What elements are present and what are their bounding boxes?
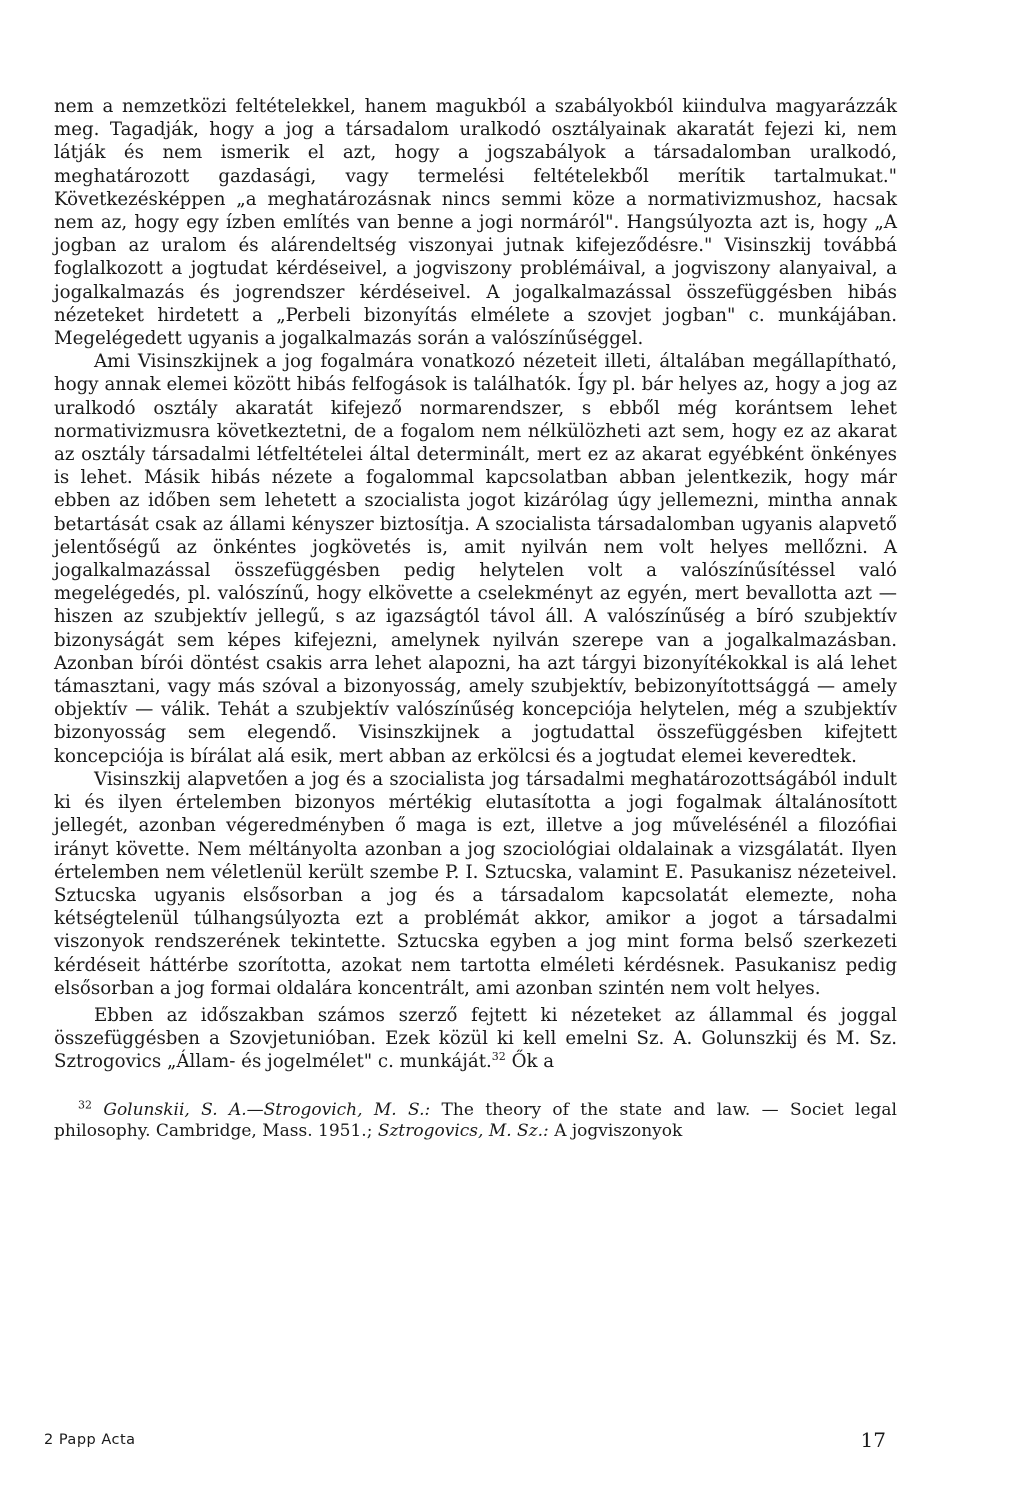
footnote	[54, 1097, 897, 1142]
paragraph-4	[54, 1004, 897, 1074]
paragraph-4-text: Ebben az időszakban számos szerző fejtett ki nézeteket az állammal és joggal összefüggésben a Szovjetunióban. Ezek közül ki kell emelni Sz. A. Golunszkij és M. Sz. Sztrogovics „Állam- és jogelmélet" c. munkáját.	[54, 1004, 897, 1073]
paragraph-4-tail: Ők a	[505, 1051, 555, 1073]
footnote-author-2: Sztrogovics, M. Sz.:	[377, 1120, 549, 1141]
printer-signature: 2 Papp Acta	[44, 1432, 136, 1448]
paragraph-2: Ami Visinszkijnek a jog fogalmára vonatkozó nézeteit illeti, általában megállapítható, hogy annak elemei között hibás felfogások is találhatók. Így pl. bár helyes az, hogy a jog az uralkodó osztály akaratát kifejező normarendszer, s ebből még korántsem lehet normativizmusra következtetni, de a fogalom nem nélkülözheti azt sem, hogy ez az akarat az osztály társadalmi létfeltételei által determinált, mert ez az akarat egyébként önkényes is lehet. Másik hibás nézete a fogalommal kapcsolatban abban jelentkezik, hogy már ebben az időben sem lehetett a szocialista jogot kizárólag úgy jellemezni, mintha annak betartását csak az állami kényszer biztosítja. A szocialista társadalomban ugyanis alapvető jelentőségű az önkéntes jogkövetés is, amit nyilván nem volt helyes mellőzni. A jogalkalmazással összefüggésben pedig helytelen volt a valószínűsítéssel való megelégedés, pl. valószínű, hogy elkövette a cselekményt az egyén, mert bevallotta azt — hiszen az szubjektív jellegű, s az igazságtól távol áll. A valószínűség a bíró szubjektív bizonyságát sem képes kifejezni, amelynek nyilván szerepe van a jogalkalmazásban. Azonban bírói döntést csakis arra lehet alapozni, ha azt tárgyi bizonyítékokkal is alá lehet támasztani, vagy más szóval a bizonyosság, amely szubjektív, bebizonyítottsággá — amely objektív — válik. Tehát a szubjektív valószínűség koncepciója helytelen, még a szubjektív bizonyosság sem elegendő. Visinszkijnek a jogtudattal összefüggésben kifejtett koncepciója is bírálat alá esik, mert abban az erkölcsi és a jogtudat elemei keveredtek.	[54, 351, 897, 767]
footnote-text-2: A jogviszonyok	[548, 1120, 683, 1141]
paragraph-3: Visinszkij alapvetően a jog és a szocialista jog társadalmi meghatározottságából indult ki és ilyen értelemben bizonyos mértékig elutasította a jogi fogalmak általánosított jellegét, azonban végeredményben ő maga is ezt, illetve a jog művelésénél a filozófiai irányt követte. Nem méltányolta azonban a jog szociológiai oldalainak a vizsgálatát. Ilyen értelemben nem véletlenül került szembe P. I. Sztucska, valamint E. Pasukanisz nézeteivel. Sztucska ugyanis elsősorban a jog és a társadalom kapcsolatát elemezte, noha kétségtelenül túlhangsúlyozta ezt a problémát akkor, amikor a jogot a társadalmi viszonyok rendszerének tekintette. Sztucska egyben a jog mint forma belső szerkezeti kérdéseit háttérbe szorította, azokat nem tartotta elméleti kérdésnek. Pasukanisz pedig elsősorban a jog formai oldalára koncentrált, ami azonban szintén nem volt helyes.	[54, 768, 897, 999]
page-body	[54, 95, 897, 1142]
footnote-author-1: Golunskii, S. A.—Strogovich, M. S.:	[103, 1099, 431, 1120]
footnote-text-1: The theory of the state and law. — Societ legal philosophy. Cambridge, Mass. 1951.;	[54, 1099, 897, 1141]
footnote-reference: 32	[491, 1050, 506, 1064]
paragraph-1: nem a nemzetközi feltételekkel, hanem magukból a szabályokból kiindulva magyarázzák meg. Tagadják, hogy a jog a társadalom uralkodó osztályainak akaratát fejezi ki, nem látják és nem ismerik el azt, hogy a jogszabályok a társadalomban uralkodó, meghatározott gazdasági, vagy termelési feltételekből merítik tartalmukat." Következésképpen „a meghatározásnak nincs semmi köze a normativizmushoz, hacsak nem az, hogy egy ízben említés van benne a jogi normáról". Hangsúlyozta azt is, hogy „A jogban az uralom és alárendeltség viszonyai jutnak kifejeződésre." Visinszkij továbbá foglalkozott a jogtudat kérdéseivel, a jogviszony problémáival, a jogviszony alanyaival, a jogalkalmazás és jogrendszer kérdéseivel. A jogalkalmazással összefüggésben hibás nézeteket hirdetett a „Perbeli bizonyítás elmélete a szovjet jogban" c. munkájában. Megelégedett ugyanis a jogalkalmazás során a valószínűséggel.	[54, 96, 897, 350]
page-number: 17	[860, 1428, 886, 1452]
footnote-number: 32	[78, 1097, 92, 1111]
